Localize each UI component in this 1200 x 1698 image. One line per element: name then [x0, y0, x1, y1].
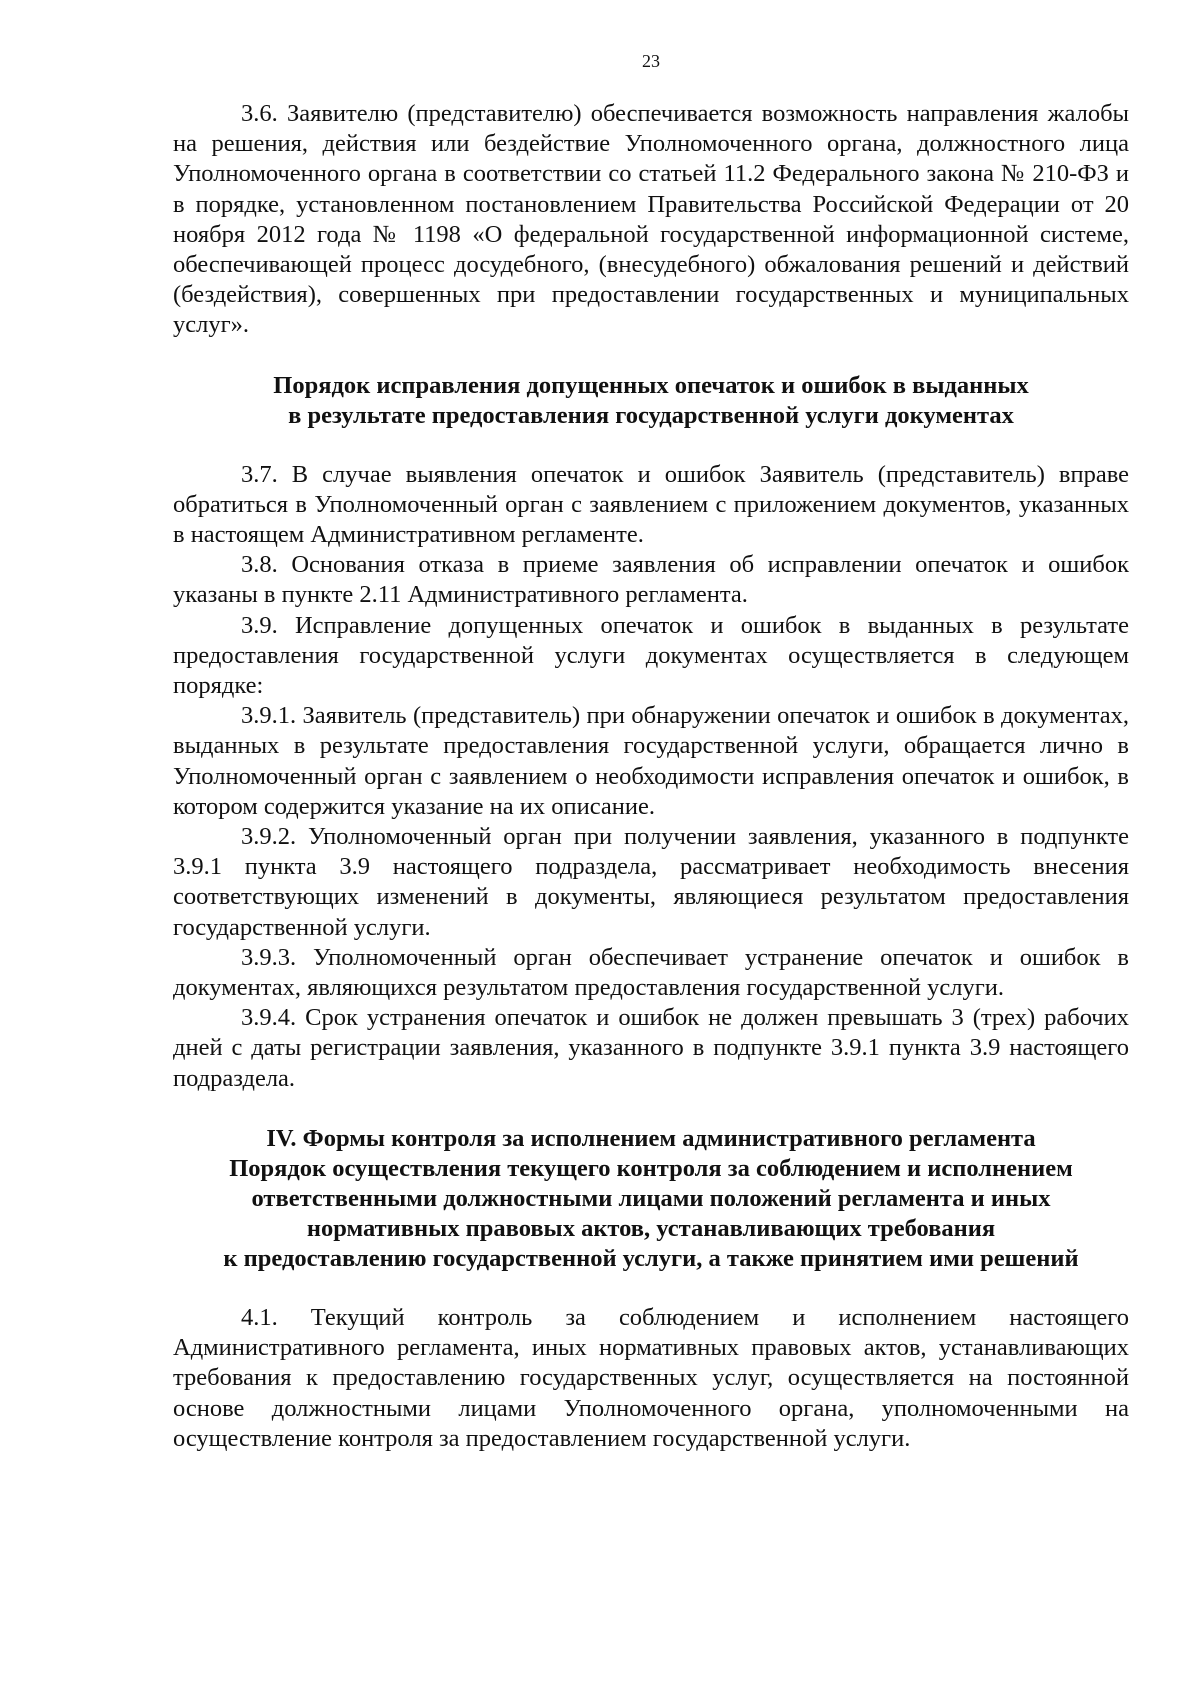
section-current-control [173, 1303, 1129, 1454]
section-appeal [173, 99, 1129, 341]
paragraph-3-7: 3.7. В случае выявления опечаток и ошибок Заявитель (представитель) вправе обратиться в Уполномоченный орган с заявлением с приложением документов, указанных в настоящем Административном регламенте. [173, 460, 1129, 549]
heading-line: нормативных правовых актов, устанавливающих требования [306, 1214, 996, 1242]
heading-line: к предоставлению государственной услуги, а также принятием ими решений [223, 1244, 1079, 1272]
heading-line: Порядок исправления допущенных опечаток и ошибок в выданных [273, 371, 1029, 399]
paragraph-3-9-2: 3.9.2. Уполномоченный орган при получении заявления, указанного в подпункте 3.9.1 пункта 3.9 настоящего подраздела, рассматривает необходимость внесения соответствующих изменений в документы, являющиеся результатом предоставления государственной услуги. [173, 823, 1129, 941]
heading-line: ответственными должностными лицами положений регламента и иных [251, 1184, 1051, 1212]
paragraph-3-9-4: 3.9.4. Срок устранения опечаток и ошибок не должен превышать 3 (трех) рабочих дней с даты регистрации заявления, указанного в подпункте 3.9.1 пункта 3.9 настоящего подраздела. [173, 1004, 1129, 1092]
paragraph-3-9: 3.9. Исправление допущенных опечаток и ошибок в выданных в результате предоставления государственной услуги документах осуществляется в следующем порядке: [173, 611, 1129, 700]
heading-control-forms [173, 1124, 1129, 1274]
paragraph-3-6: 3.6. Заявителю (представителю) обеспечивается возможность направления жалобы на решения, действия или бездействие Уполномоченного органа, должностного лица Уполномоченного органа в соответствии со статьей 11.2 Федерального закона № 210-ФЗ и в порядке, установленном постановлением Правительства Российской Федерации от 20 ноября 2012 года № 1198 «О федеральной государственной информационной системе, обеспечивающей процесс досудебного, (внесудебного) обжалования решений и действий (бездействия), совершенных при предоставлении государственных и муниципальных услуг». [173, 100, 1129, 339]
heading-line: в результате предоставления государственной услуги документах [288, 401, 1014, 429]
paragraph-3-9-1: 3.9.1. Заявитель (представитель) при обнаружении опечаток и ошибок в документах, выданных в результате предоставления государственной услуги, обращается лично в Уполномоченный орган с заявлением о необходимости исправления опечаток и ошибок, в котором содержится указание на их описание. [173, 702, 1129, 820]
paragraph-3-9-3: 3.9.3. Уполномоченный орган обеспечивает устранение опечаток и ошибок в документах, являющихся результатом предоставления государственной услуги. [173, 943, 1129, 1002]
page-number: 23 [642, 51, 660, 71]
heading-line: Порядок осуществления текущего контроля за соблюдением и исполнением [229, 1154, 1073, 1182]
paragraph-3-8: 3.8. Основания отказа в приеме заявления об исправлении опечаток и ошибок указаны в пункте 2.11 Административного регламента. [173, 551, 1129, 609]
heading-typo-correction [173, 371, 1129, 431]
heading-line: IV. Формы контроля за исполнением административного регламента [266, 1124, 1036, 1152]
section-typo-correction [173, 460, 1129, 1094]
document-page [173, 50, 1129, 1454]
paragraph-4-1: 4.1. Текущий контроль за соблюдением и исполнением настоящего Административного регламента, иных нормативных правовых актов, устанавливающих требования к предоставлению государственных услуг, осуществляется на постоянной основе должностными лицами Уполномоченного органа, уполномоченными на осуществление контроля за предоставлением государственной услуги. [173, 1303, 1129, 1452]
